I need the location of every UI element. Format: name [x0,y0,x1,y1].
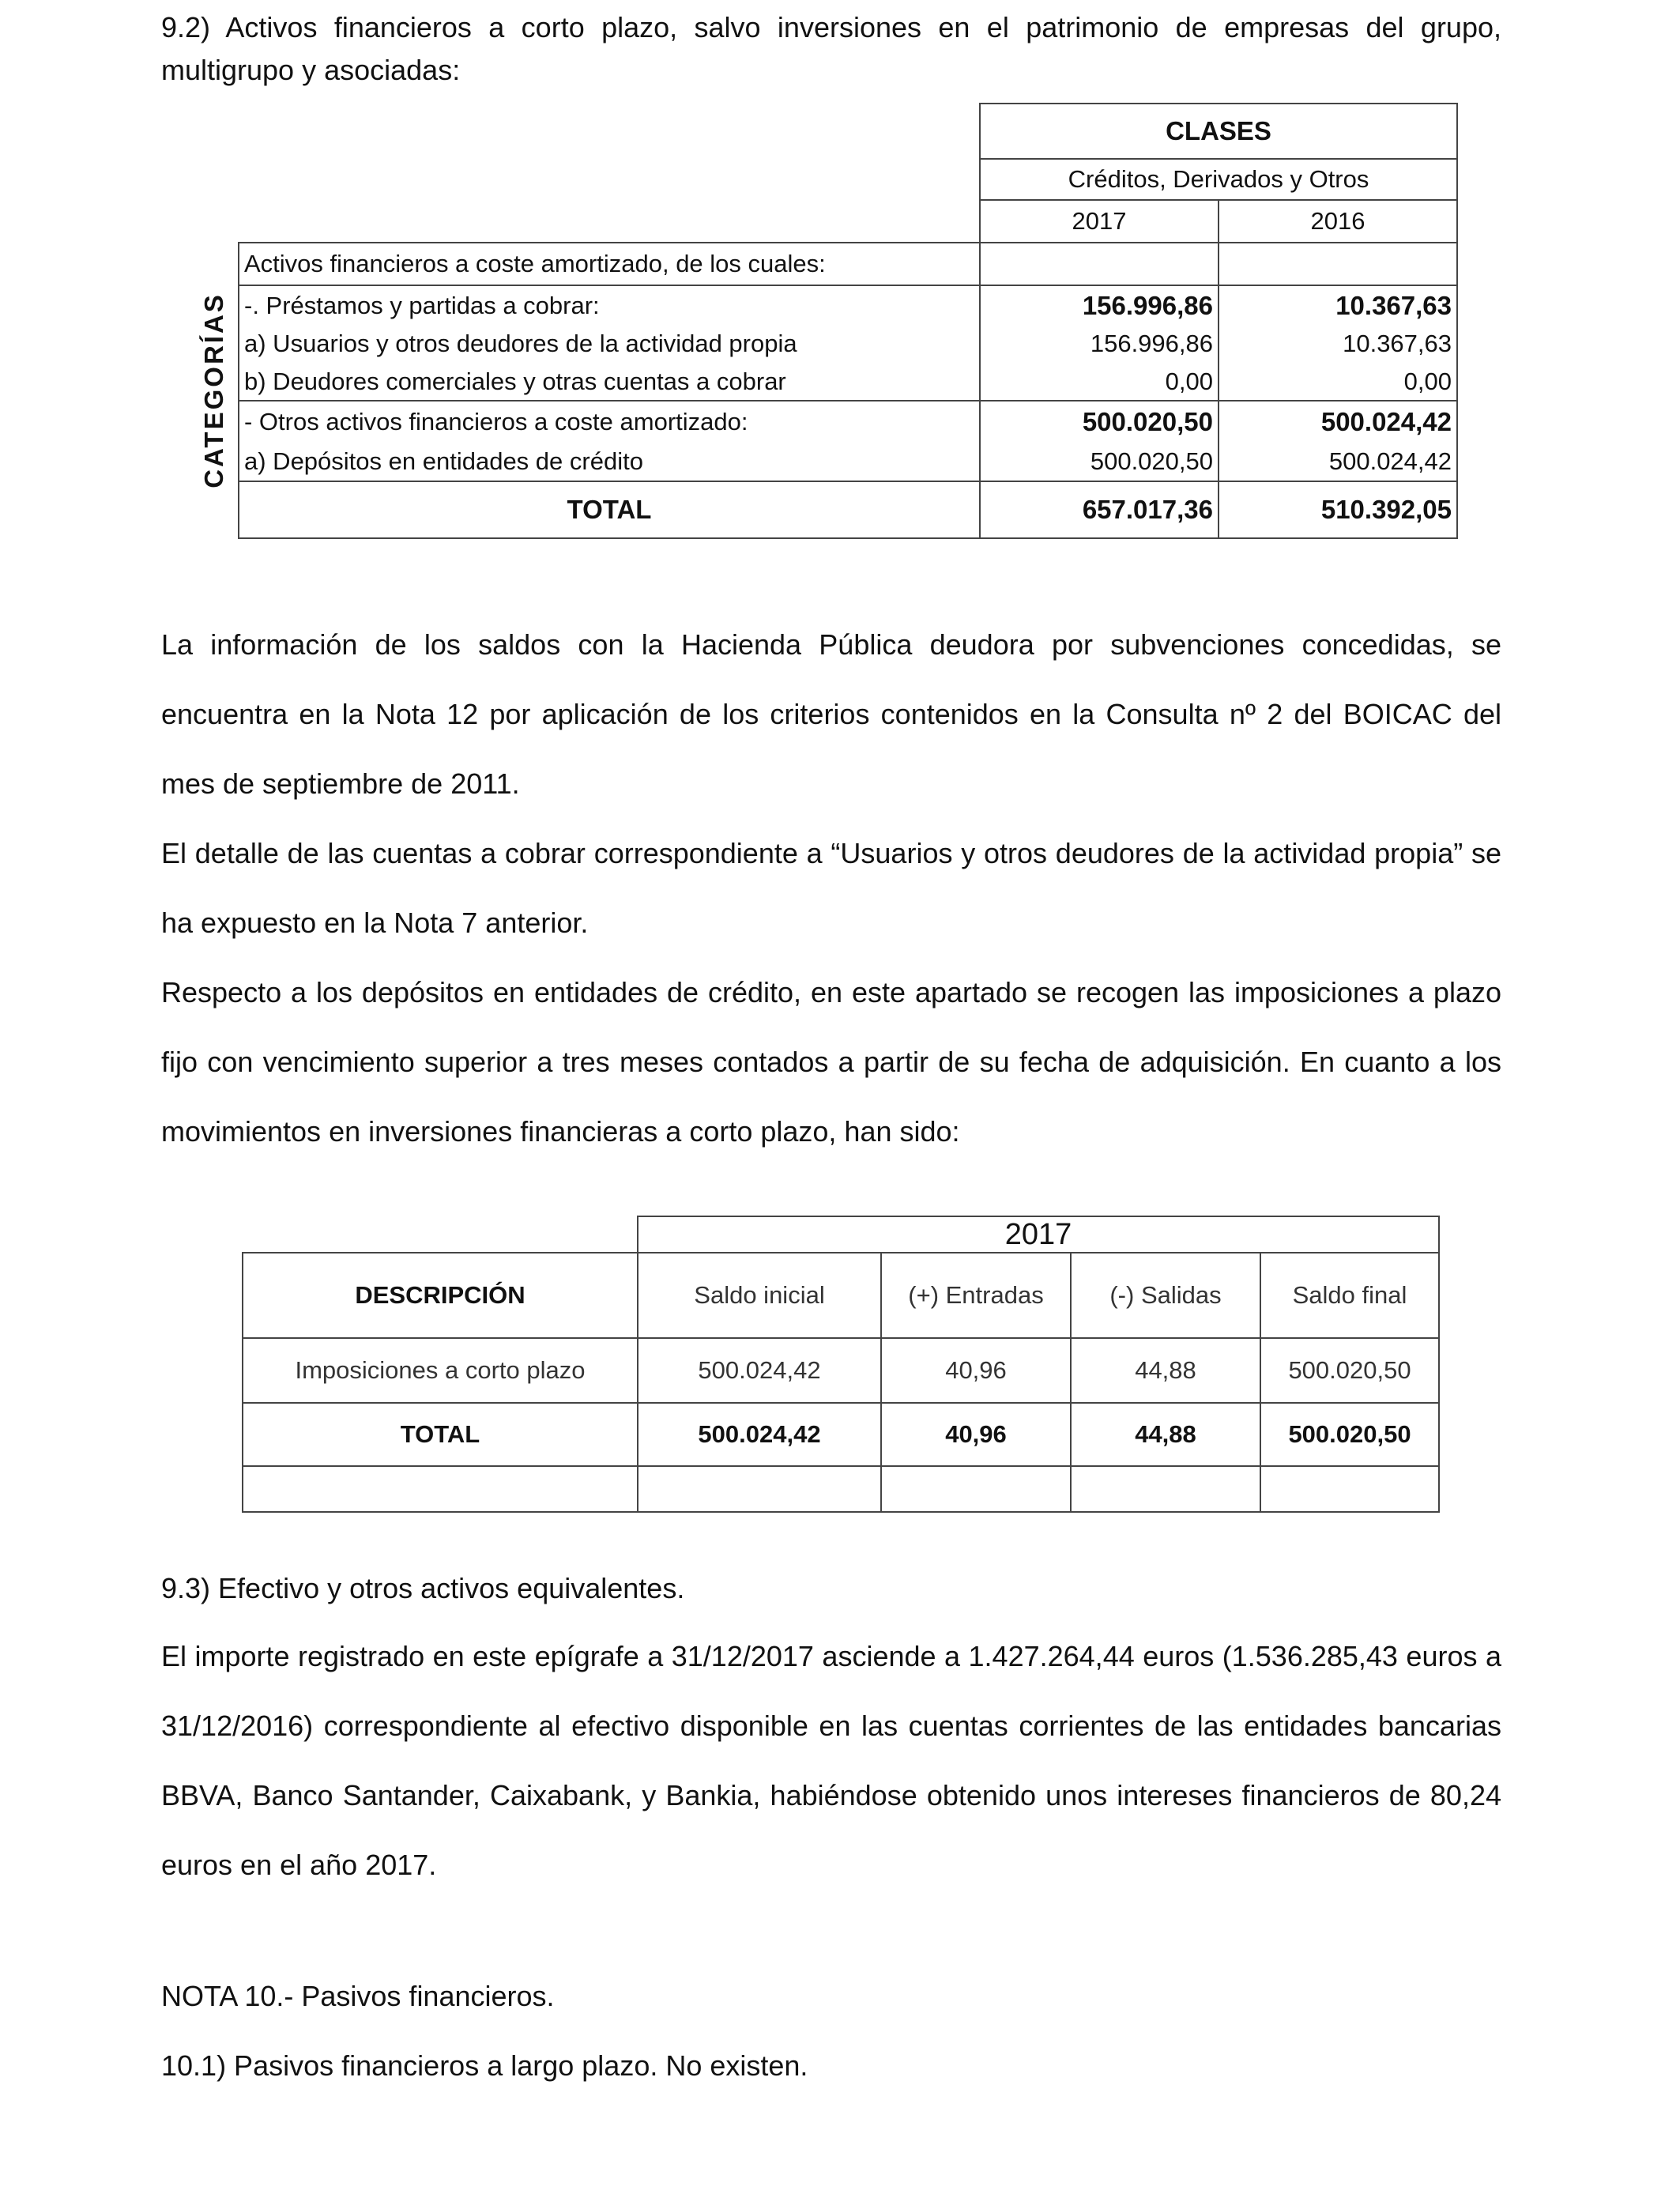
total-descripcion: TOTAL [243,1403,638,1466]
header-salidas: (-) Salidas [1071,1253,1260,1338]
total-2017: 657.017,36 [980,481,1219,538]
table-cell-2017: 156.996,86 [980,325,1219,363]
short-term-investments-table [242,1216,1440,1513]
paragraph-depositos: Respecto a los depósitos en entidades de crédito, en este apartado se recogen las imposiciones a plazo fijo con vencimiento superior a tres meses contados a partir de su fecha de adquisición. En cuanto a los movimientos en inversiones financieras a corto plazo, han sido: [161,976,1501,1148]
table-row-label: a) Usuarios y otros deudores de la actividad propia [239,325,980,363]
table-cell-2017: 500.020,50 [980,442,1219,481]
paragraph-hacienda: La información de los saldos con la Hacienda Pública deudora por subvenciones concedidas, se encuentra en la Nota 12 por aplicación de los criterios contenidos en la Consulta nº 2 del BOICAC del mes de septiembre de 2011. [161,628,1501,800]
clases-header: CLASES [980,104,1457,159]
table-row-label: -. Préstamos y partidas a cobrar: [239,285,980,325]
table-cell-2016: 0,00 [1219,363,1457,401]
header-descripcion: DESCRIPCIÓN [243,1253,638,1338]
paragraph-usuarios: El detalle de las cuentas a cobrar correspondiente a “Usuarios y otros deudores de la actividad propia” se ha expuesto en la Nota 7 anterior. [161,837,1501,939]
table-cell-2016: 500.024,42 [1219,442,1457,481]
total-salidas: 44,88 [1071,1403,1260,1466]
categories-label: CATEGORÍAS [198,292,228,488]
year-header: 2017 [638,1216,1439,1253]
row-entradas: 40,96 [881,1338,1071,1403]
empty-cell [1260,1466,1439,1512]
row-saldo-final: 500.020,50 [1260,1338,1439,1403]
header-saldo-inicial: Saldo inicial [638,1253,881,1338]
row-descripcion: Imposiciones a corto plazo [243,1338,638,1403]
section-9-2-heading: 9.2) Activos financieros a corto plazo, salvo inversiones en el patrimonio de empresas del grupo, multigrupo y asociadas: [161,11,1501,86]
nota-10-1-text: 10.1) Pasivos financieros a largo plazo. No existen. [161,2049,808,2082]
row-saldo-inicial: 500.024,42 [638,1338,881,1403]
table-cell-2017 [980,243,1219,285]
table-cell-2016: 500.024,42 [1219,401,1457,442]
total-saldo-inicial: 500.024,42 [638,1403,881,1466]
year-2016-header: 2016 [1219,200,1457,243]
table-row-label: Activos financieros a coste amortizado, de los cuales: [239,243,980,285]
table-row-label: b) Deudores comerciales y otras cuentas a cobrar [239,363,980,401]
total-saldo-final: 500.020,50 [1260,1403,1439,1466]
table-cell-2016: 10.367,63 [1219,325,1457,363]
table-cell-2016: 10.367,63 [1219,285,1457,325]
empty-cell [881,1466,1071,1512]
empty-cell [638,1466,881,1512]
table-row-label: - Otros activos financieros a coste amortizado: [239,401,980,442]
row-salidas: 44,88 [1071,1338,1260,1403]
table-cell-2016 [1219,243,1457,285]
total-entradas: 40,96 [881,1403,1071,1466]
table-cell-2017: 156.996,86 [980,285,1219,325]
total-2016: 510.392,05 [1219,481,1457,538]
section-9-3-heading: 9.3) Efectivo y otros activos equivalentes. [161,1572,685,1604]
categories-side-cell [190,243,239,538]
financial-assets-table [190,103,1458,539]
table-cell-2017: 500.020,50 [980,401,1219,442]
nota-10-heading: NOTA 10.- Pasivos financieros. [161,1980,555,2012]
total-label: TOTAL [239,481,980,538]
header-entradas: (+) Entradas [881,1253,1071,1338]
year-2017-header: 2017 [980,200,1219,243]
empty-cell [1071,1466,1260,1512]
table-row-label: a) Depósitos en entidades de crédito [239,442,980,481]
table-cell-2017: 0,00 [980,363,1219,401]
classes-subheader: Créditos, Derivados y Otros [980,159,1457,200]
paragraph-efectivo: El importe registrado en este epígrafe a 31/12/2017 asciende a 1.427.264,44 euros (1.536.285,43 euros a 31/12/2016) correspondiente al efectivo disponible en las cuentas corrientes de las entidades bancarias BBVA, Banco Santander, Caixabank, y Bankia, habiéndose obtenido unos intereses financieros de 80,24 euros en el año 2017. [161,1640,1501,1881]
header-saldo-final: Saldo final [1260,1253,1439,1338]
empty-cell [243,1466,638,1512]
